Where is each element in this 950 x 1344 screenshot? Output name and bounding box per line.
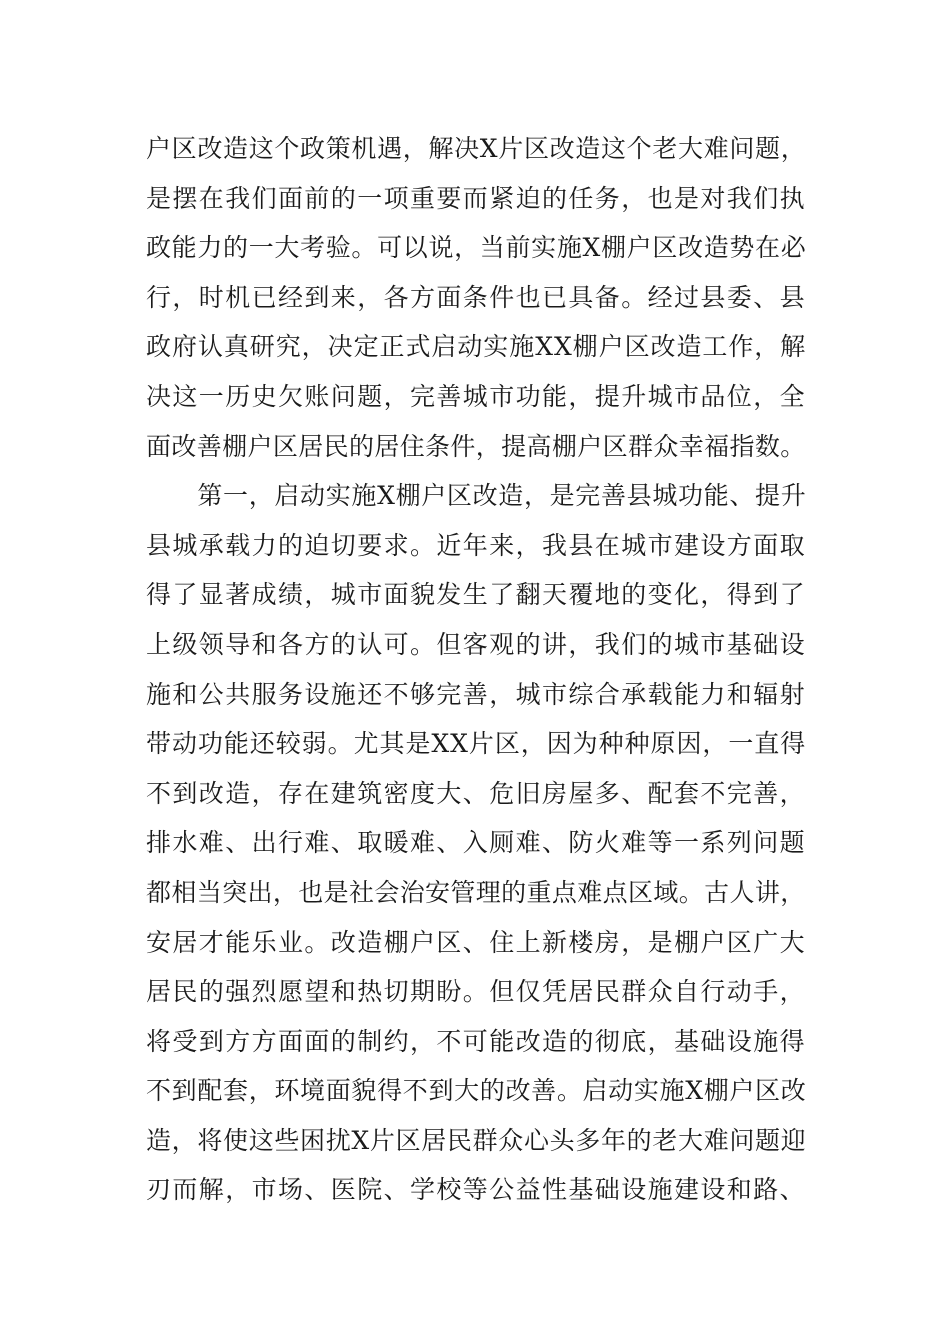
text-line: 决这一历史欠账问题，完善城市功能，提升城市品位，全	[146, 381, 807, 411]
text-line: 面改善棚户区居民的居住条件，提高棚户区群众幸福指数。	[146, 431, 806, 461]
text-line: 不到配套，环境面貌得不到大的改善。启动实施X棚户区改	[146, 1076, 807, 1106]
body-text	[146, 124, 806, 1215]
text-line: 行，时机已经到来，各方面条件也已具备。经过县委、县	[146, 282, 807, 312]
text-line: 都相当突出，也是社会治安管理的重点难点区域。古人讲，	[146, 877, 806, 907]
text-line: 排水难、出行难、取暖难、入厕难、防火难等一系列问题	[146, 828, 807, 858]
text-line: 政能力的一大考验。可以说，当前实施X棚户区改造势在必	[146, 233, 807, 263]
text-line: 县城承载力的迫切要求。近年来，我县在城市建设方面取	[146, 530, 807, 560]
text-line: 将受到方方面面的制约，不可能改造的彻底，基础设施得	[146, 1026, 807, 1056]
text-line: 带动功能还较弱。尤其是XX片区，因为种种原因，一直得	[146, 729, 807, 759]
text-line: 政府认真研究，决定正式启动实施XX棚户区改造工作，解	[146, 332, 807, 362]
text-line: 第一，启动实施X棚户区改造，是完善县城功能、提升	[146, 481, 807, 511]
text-line: 户区改造这个政策机遇，解决X片区改造这个老大难问题，	[146, 134, 807, 163]
text-line: 施和公共服务设施还不够完善，城市综合承载能力和辐射	[146, 679, 807, 709]
text-line: 刃而解，市场、医院、学校等公益性基础设施建设和路、	[146, 1175, 807, 1205]
text-line: 造，将使这些困扰X片区居民群众心头多年的老大难问题迎	[146, 1125, 807, 1155]
text-line: 是摆在我们面前的一项重要而紧迫的任务，也是对我们执	[146, 183, 807, 213]
text-line: 上级领导和各方的认可。但客观的讲，我们的城市基础设	[146, 629, 807, 659]
text-line: 安居才能乐业。改造棚户区、住上新楼房，是棚户区广大	[146, 927, 807, 957]
text-line: 不到改造，存在建筑密度大、危旧房屋多、配套不完善，	[146, 778, 807, 808]
text-line: 得了显著成绩，城市面貌发生了翻天覆地的变化，得到了	[146, 580, 807, 610]
text-line: 居民的强烈愿望和热切期盼。但仅凭居民群众自行动手，	[146, 977, 807, 1007]
